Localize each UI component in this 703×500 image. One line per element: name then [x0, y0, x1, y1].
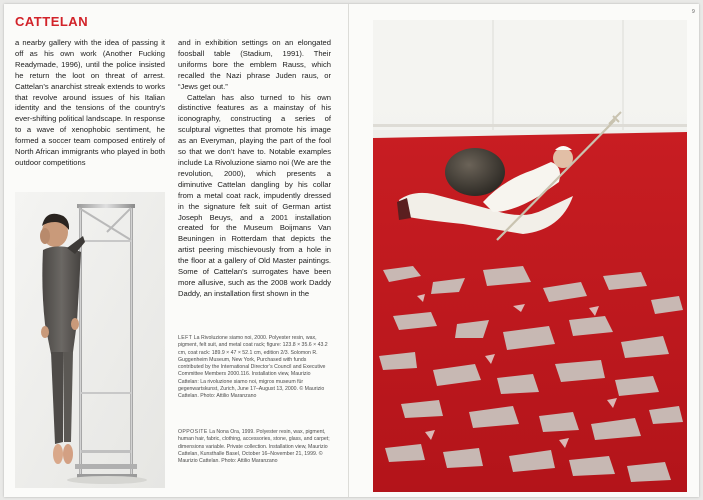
paragraph: a nearby gallery with the idea of passing it off as his own work (Another Fucking Readymade, 1996), until the police insisted he return the loot on threat of arrest. Cattelan’s anarchist streak extends to works that revolve around issues of his Italian identity and the tensions of the country’s ever-shifting political landscape. In response to a wave of xenophobic sentiment, he formed a soccer team composed entirely of North African immigrants who played in both outdoor competitions	[15, 38, 165, 167]
caption-opposite-image	[178, 429, 331, 465]
body-text-column-left	[15, 38, 165, 169]
paragraph: and in exhibition settings on an elongated foosball table (Stadium, 1991). Their uniforms bore the emblem Rauss, which recalled the Nazi phrase Juden raus, or “Jews get out.”	[178, 38, 331, 91]
caption-label: LEFT	[178, 335, 193, 341]
page-header: CATTELAN	[15, 14, 89, 29]
caption-text: La Rivoluzione siamo noi, 2000. Polyester resin, wax, pigment, felt suit, and metal coat rack; figure: 123.8 × 35.6 × 43.2 cm, coat rack: 189.9 × 47 × 52.1 cm, edition 2/3. Solomon R. Guggenheim Museum, New York, Purchased with funds contributed by the International Director’s Council and Executive Committee Members 2000.116. Installation view, Maurizio Cattelan: La rivoluzione siamo noi, migros museum für gegenwartskunst, Zurich, June 17–August 13, 2000. © Maurizio Cattelan. Photo: Attilio Maranzano	[178, 335, 328, 400]
page-gutter	[348, 4, 349, 497]
caption-left-image	[178, 335, 331, 401]
caption-label: OPPOSITE	[178, 429, 208, 435]
caption-text: La Nona Ora, 1999. Polyester resin, wax, pigment, human hair, fabric, clothing, accessories, stone, glass, and carpet; dimensions variable. Private collection. Installation view, Maurizio Cattelan, Kunsthalle Basel, October 16–November 21, 1999. © Maurizio Cattelan. Photo: Attilio Maranzano	[178, 429, 330, 465]
photo-installation-red-carpet	[373, 20, 687, 492]
page-number: 9	[692, 9, 695, 15]
body-text-column-right	[178, 38, 331, 300]
photo-coat-rack-figure	[15, 192, 165, 488]
paragraph: Cattelan has also turned to his own distinctive features as a mainstay of his iconography, constructing a series of sculptural vignettes that promote his image as an Everyman, playing the part of the fool so that we don’t have to. Notable examples include La Rivoluzione siamo noi (We are the revolution, 2000), which presents a diminutive Cattelan dangling by his collar from a metal coat rack, impudently dressed in the signature felt suit of German artist Joseph Beuys, and a 2001 installation created for the Museum Boijmans Van Beuningen in Rotterdam that depicts the artist peering mischievously from a hole in the floor at a gallery of Old Master paintings. Some of Cattelan’s surrogates have been more allusive, such as the 2008 work Daddy Daddy, an installation first shown in the	[178, 92, 331, 298]
